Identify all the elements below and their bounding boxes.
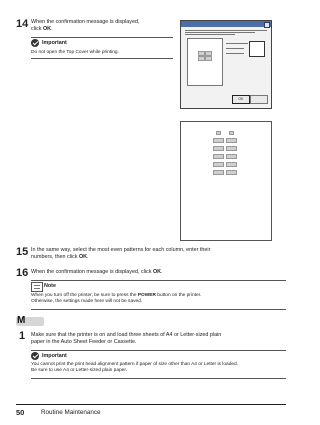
- pattern-block: [226, 146, 237, 151]
- step-14-line2-suffix: .: [51, 26, 53, 32]
- column-label-line: [226, 48, 244, 49]
- pattern-block: [198, 56, 205, 61]
- pattern-block: [213, 170, 224, 175]
- step-14-ok: OK: [42, 26, 52, 32]
- pattern-block: [226, 154, 237, 159]
- printed-pattern-page: [180, 121, 272, 241]
- step-16-prefix: When the confirmation message is displayed, click: [31, 269, 153, 275]
- pattern-block: [226, 162, 237, 167]
- important1-title: Important: [42, 39, 67, 46]
- pattern-block: [213, 162, 224, 167]
- page-number: 50: [16, 408, 25, 417]
- step-1-number: 1: [19, 330, 26, 342]
- dialog-message-line: [185, 34, 235, 35]
- help-button[interactable]: [250, 95, 268, 104]
- step-1-line1: Make sure that the printer is on and load three sheets of A4 or Letter-sized plain: [31, 332, 222, 338]
- step-15-ok: OK: [78, 254, 88, 260]
- pattern-block: [226, 138, 237, 143]
- important2-line1: You cannot print the print head alignment pattern if paper of size other than A4 or Letter is loaded.: [31, 362, 239, 367]
- step-14-number: 14: [16, 18, 29, 30]
- step-14-line1: When the confirmation message is displayed,: [31, 19, 140, 25]
- step-16-suffix: .: [161, 269, 163, 275]
- important1-bottom-rule: [31, 58, 173, 59]
- check-icon: [31, 352, 39, 360]
- procedure-marker-icon: [16, 317, 44, 326]
- step-15-line2: [31, 254, 286, 261]
- dialog-title-bar: [181, 21, 271, 27]
- note-top-rule: [31, 280, 286, 281]
- step-15-text: [31, 247, 286, 261]
- step-16-number: 16: [16, 267, 29, 279]
- pattern-block: [205, 56, 212, 61]
- pattern-preview: [187, 38, 223, 86]
- important2-text: [31, 362, 286, 374]
- step-15-line2-suffix: .: [87, 254, 89, 260]
- pattern-block: [213, 138, 224, 143]
- note-line1-suffix: button on the printer.: [155, 293, 202, 298]
- important1-top-rule: [31, 37, 173, 38]
- pattern-block: [216, 131, 221, 135]
- ok-button[interactable]: OK: [232, 95, 250, 104]
- step-14-text: [31, 19, 171, 33]
- step-15-line1: In the same way, select the most even patterns for each column, enter their: [31, 247, 211, 253]
- step-15-line2-prefix: numbers, then click: [31, 254, 79, 260]
- note-title: Note: [44, 283, 56, 289]
- step-16-ok: OK: [152, 269, 162, 275]
- important2-title: Important: [42, 352, 67, 359]
- important2-bottom-rule: [31, 378, 286, 379]
- step-15-number: 15: [16, 246, 29, 258]
- selection-frame[interactable]: [249, 41, 265, 57]
- marker-glyph: M: [17, 315, 26, 326]
- check-icon: [31, 39, 39, 47]
- note-line1-prefix: When you turn off the printer, be sure to press the: [31, 293, 138, 298]
- dialog-message-line: [185, 32, 255, 33]
- note-text: [31, 293, 286, 305]
- important2-top-rule: [31, 350, 286, 351]
- step-1-line2: paper in the Auto Sheet Feeder or Cassette.: [31, 339, 137, 345]
- note-line2: Otherwise, the settings made here will not be saved.: [31, 299, 143, 305]
- step-14-line2: [31, 26, 171, 33]
- footer-section-title: Routine Maintenance: [41, 409, 101, 416]
- step-14-line2-prefix: click: [31, 26, 43, 32]
- footer-rule: [16, 404, 286, 405]
- dialog-message-line: [185, 30, 267, 31]
- important1-text: Do not open the Top Cover while printing.: [31, 50, 119, 55]
- pattern-block: [213, 146, 224, 151]
- step-16-text: [31, 269, 286, 276]
- important2-line2: Be sure to use A4 or Letter-sized plain paper.: [31, 368, 127, 374]
- note-power: POWER: [137, 293, 156, 298]
- column-label-line: [226, 53, 244, 54]
- note-bottom-rule: [31, 309, 286, 310]
- memo-icon: [31, 282, 43, 292]
- confirmation-dialog-screenshot: [180, 20, 272, 109]
- pattern-block: [229, 131, 234, 135]
- pattern-block: [213, 154, 224, 159]
- column-label-line: [226, 43, 248, 44]
- step-1-text: [31, 332, 286, 346]
- pattern-block: [226, 170, 237, 175]
- close-icon: [264, 22, 270, 28]
